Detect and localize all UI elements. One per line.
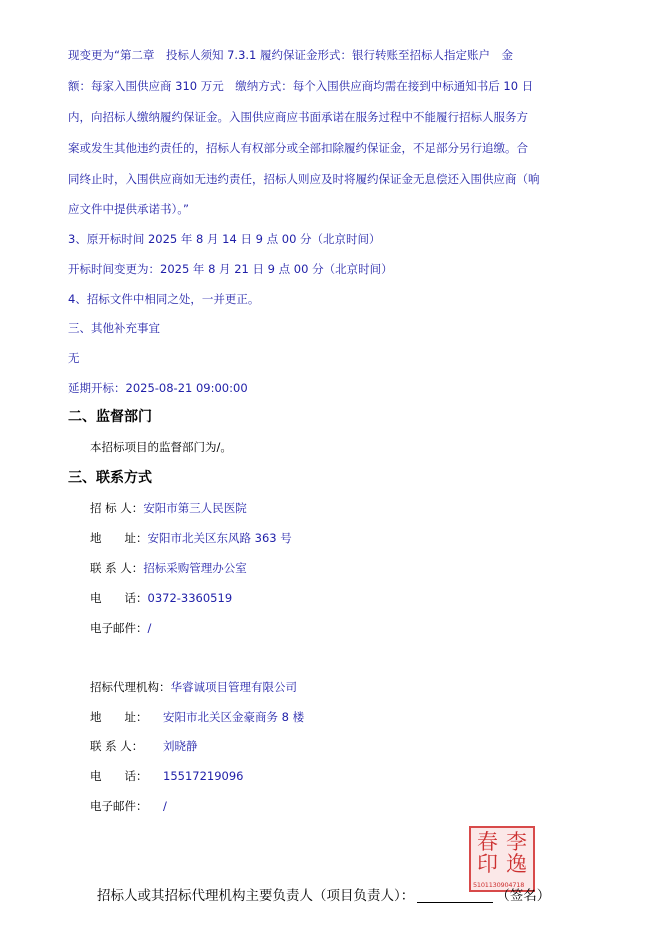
tenderer-contact-value: 招标采购管理办公室 [143,561,247,575]
seal-char-li: 李 [506,830,527,854]
tenderer-email-row [90,620,151,636]
paragraph1-line-1: 现变更为“第二章 投标人须知 7.3.1 履约保证金形式：银行转账至招标人指定账户 金 [68,48,514,62]
agency-contact-row [90,738,198,754]
tenderer-address-row [90,530,292,546]
tenderer-address-label: 地 址： [90,531,148,545]
item-3-original-open-time: 3、原开标时间 2025 年 8 月 14 日 9 点 00 分（北京时间） [68,232,381,246]
seal-number: 5101130904718 [473,881,525,889]
item-4: 4、招标文件中相同之处，一并更正。 [68,292,260,306]
personal-seal-stamp [469,826,535,892]
tenderer-phone-label: 电 话： [90,591,148,605]
agency-address-label: 地 址： [90,710,148,724]
agency-email-label: 电子邮件： [90,799,148,813]
paragraph1-line-5: 同终止时，入围供应商如无违约责任，招标人则应及时将履约保证金无息偿还入围供应商（响 [68,172,540,186]
signature-suffix: （签名） [496,888,551,904]
supervision-text: 本招标项目的监督部门为/。 [90,440,232,454]
tenderer-phone-row [90,590,232,606]
agency-address-value: 安阳市北关区金豪商务 8 楼 [163,710,305,724]
tenderer-name-value: 安阳市第三人民医院 [143,501,247,515]
agency-name-row [90,679,297,695]
tenderer-email-label: 电子邮件： [90,621,148,635]
signature-blank[interactable] [417,888,493,903]
signature-label: 招标人或其招标代理机构主要负责人（项目负责人）： [97,888,415,904]
agency-contact-value: 刘晓静 [163,739,198,753]
tenderer-email-value: / [147,621,152,635]
agency-contact-label: 联 系 人： [90,739,144,753]
tenderer-name-row [90,500,247,516]
open-time-change: 开标时间变更为：2025 年 8 月 21 日 9 点 00 分（北京时间） [68,262,393,276]
agency-name-label: 招标代理机构： [90,680,171,694]
tenderer-phone-value: 0372-3360519 [147,591,233,605]
tenderer-contact-label: 联 系 人： [90,561,144,575]
agency-phone-label: 电 话： [90,769,148,783]
agency-phone-row [90,768,243,784]
agency-phone-value: 15517219096 [163,769,244,783]
signature-line [97,886,550,906]
seal-char-chun: 春 [477,830,498,854]
section-supervision-heading: 二、监督部门 [68,409,152,425]
paragraph1-line-4: 案或发生其他违约责任的，招标人有权部分或全部扣除履约保证金，不足部分另行追缴。合 [68,141,528,155]
paragraph1-line-2: 额：每家入围供应商 310 万元 缴纳方式：每个入围供应商均需在接到中标通知书后 10 日 [68,79,534,93]
paragraph1-line-3: 内，向招标人缴纳履约保证金。入围供应商应书面承诺在服务过程中不能履行招标人服务方 [68,110,528,124]
agency-name-value: 华睿诚项目管理有限公司 [170,680,297,694]
tenderer-address-value: 安阳市北关区东风路 363 号 [147,531,292,545]
other-matters-value: 无 [68,351,80,365]
seal-char-yi: 逸 [506,852,527,876]
delayed-opening: 延期开标：2025-08-21 09:00:00 [68,381,248,395]
agency-email-row [90,798,167,814]
tenderer-name-label: 招 标 人： [90,501,144,515]
tenderer-contact-row [90,560,247,576]
section-contact-heading: 三、联系方式 [68,470,152,486]
seal-char-yin: 印 [477,852,498,876]
other-matters-heading: 三、其他补充事宜 [68,321,160,335]
agency-email-value: / [163,799,167,813]
paragraph1-line-6: 应文件中提供承诺书）。” [68,202,189,216]
agency-address-row [90,709,304,725]
